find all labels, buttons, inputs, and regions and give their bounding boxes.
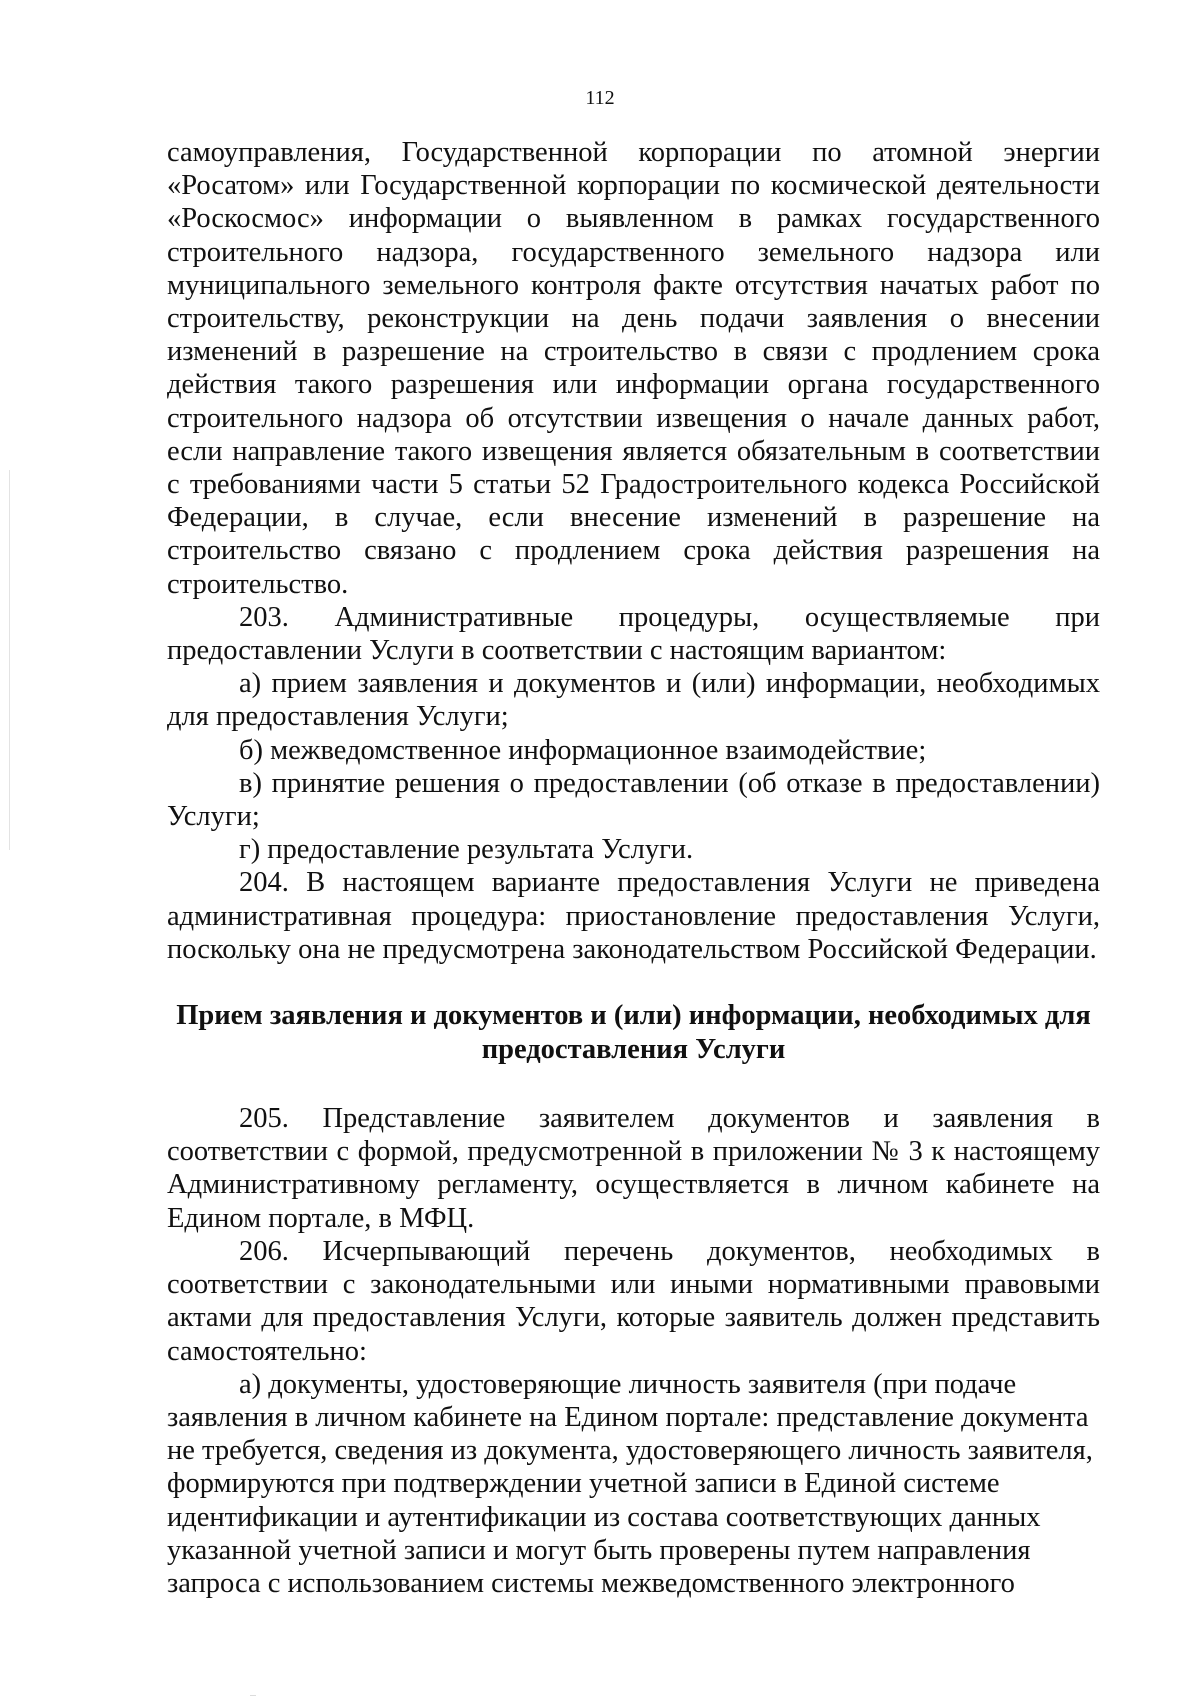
scan-edge-line <box>9 470 10 850</box>
document-body <box>167 136 1100 1600</box>
paragraph-204: 204. В настоящем варианте предоставления Услуги не приведена административная процедура: приостановление предоставления Услуги, поскольку она не предусмотрена законодательством Российской Федерации. <box>167 867 1100 965</box>
list-item-g: г) предоставление результата Услуги. <box>239 834 694 866</box>
paragraph-206: 206. Исчерпывающий перечень документов, необходимых в соответствии с законодательными или иными нормативными правовыми актами для предоставления Услуги, которые заявитель должен представить самостоятельно: <box>167 1235 1100 1367</box>
paragraph-205: 205. Представление заявителем документов и заявления в соответствии с формой, предусмотренной в приложении № 3 к настоящему Административному регламенту, осуществляется в личном кабинете на Едином портале, в МФЦ. <box>167 1103 1100 1234</box>
list-item-v: в) принятие решения о предоставлении (об отказе в предоставлении) Услуги; <box>167 767 1100 833</box>
section-heading-line-2: предоставления Услуги <box>481 1034 786 1066</box>
paragraph-continuation: самоуправления, Государственной корпорации по атомной энергии «Росатом» или Государственной корпорации по космической деятельности «Роскосмос» информации о выявленном в рамках государственного строительного надзора, государственного земельного надзора или муниципального земельного контроля факте отсутствия начатых работ по строительству, реконструкции на день подачи заявления о внесении изменений в разрешение на строительство в связи с продлением срока действия такого разрешения или информации органа государственного строительного надзора об отсутствии извещения о начале данных работ, если направление такого извещения является обязательным в соответствии с требованиями части 5 статьи 52 Градостроительного кодекса Российской Федерации, в случае, если внесение изменений в разрешение на строительство связано с продлением срока действия разрешения на строительство. <box>167 137 1100 600</box>
list-item-a: а) прием заявления и документов и (или) информации, необходимых для предоставления Услуги; <box>167 668 1100 733</box>
paragraph-206-item-a: а) документы, удостоверяющие личность заявителя (при подаче заявления в личном кабинете на Едином портале: представление документа не требуется, сведения из документа, удостоверяющего личность заявителя, формируются при подтверждении учетной записи в Единой системе идентификации и аутентификации из состава соответствующих данных указанной учетной записи и могут быть проверены путем направления запроса с использованием системы межведомственного электронного <box>167 1368 1093 1599</box>
page-number: 112 <box>585 87 615 109</box>
section-heading <box>167 999 1100 1067</box>
list-item-b: б) межведомственное информационное взаимодействие; <box>239 734 927 766</box>
paragraph-203: 203. Административные процедуры, осуществляемые при предоставлении Услуги в соответствии с настоящим вариантом: <box>167 601 1100 667</box>
scan-mark <box>250 1695 256 1696</box>
section-heading-line-1: Прием заявления и документов и (или) информации, необходимых для <box>176 1000 1091 1032</box>
